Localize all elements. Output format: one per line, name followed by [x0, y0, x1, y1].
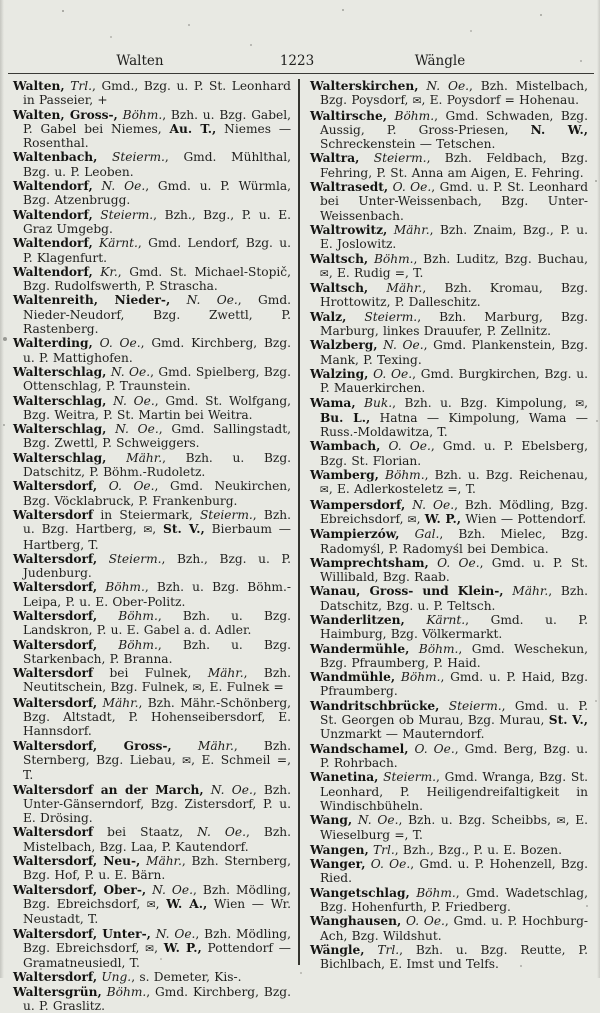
entry-text: , Bzh. Znaim, Bzg., P. u. E. Joslowitz.: [320, 222, 588, 252]
entry-region: Mähr.: [140, 854, 182, 869]
entry-text: , Gmd. u. P. St. Willibald, Bzg. Raab.: [320, 555, 588, 585]
posthorn-icon: ✉: [192, 682, 202, 695]
entry-headword: W. A.,: [166, 896, 208, 911]
gazetteer-entry: [13, 150, 291, 179]
gazetteer-entry: [310, 151, 588, 180]
gazetteer-entry: [310, 281, 588, 310]
entry-headword: W. P.,: [163, 940, 202, 955]
entry-text: ,: [584, 395, 588, 410]
column-right: [300, 79, 588, 971]
entry-region: Böhm.: [117, 107, 163, 122]
entry-text: Hatna — Kimpolung, Wama — Russ.-Moldawitza, T.: [320, 410, 588, 440]
entry-text: , Gmd. u. P. Ebelsberg, Bzg. St. Florian.: [320, 439, 589, 468]
scan-noise: [0, 0, 2, 2]
entry-region: N. Oe.: [418, 79, 470, 93]
entry-region: Kärnt.: [404, 612, 466, 627]
entry-region: Steierm.: [378, 770, 437, 785]
posthorn-icon: ✉: [320, 484, 329, 497]
posthorn-icon: ✉: [145, 942, 155, 955]
entry-headword: Waltsch,: [310, 251, 369, 266]
header-rule: [8, 73, 594, 74]
entry-headword: Waltersdorf,: [13, 637, 98, 652]
entry-headword: Waltersdorf an der March,: [13, 782, 204, 797]
entry-text: , Bzh. u. Bzg. Datschitz, P. Böhm.-Rudoletz.: [23, 450, 292, 480]
entry-region: Böhm.: [395, 670, 441, 685]
gazetteer-entry: [310, 699, 588, 742]
page-number: 1223: [279, 53, 315, 69]
entry-text: , Gmd. u. P. Hochburg-Ach, Bzg. Wildshut.: [320, 914, 588, 943]
entry-region: Mähr.: [207, 666, 244, 681]
gazetteer-entry: [310, 857, 588, 886]
gazetteer-entry: [310, 770, 588, 813]
entry-text: bei Staatz,: [93, 825, 198, 840]
entry-text: , Bzh. Sternberg, Bzg. Hof, P. u. E. Bärn.: [23, 854, 291, 883]
entry-text: , E. Poysdorf = Hohenau.: [421, 93, 579, 108]
entry-region: Böhm.: [409, 641, 459, 656]
entry-region: N. Oe.: [377, 338, 424, 353]
entry-region: Böhm.: [97, 637, 158, 652]
entry-headword: Wandritschbrücke,: [310, 698, 440, 713]
posthorn-icon: ✉: [143, 524, 153, 537]
entry-headword: N. W.,: [530, 122, 588, 137]
entry-region: Steierm.: [346, 309, 418, 324]
entry-text: , Bzh. Luditz, Bzg. Buchau,: [413, 251, 588, 266]
entry-text: , Bzh. Mistelbach, Bzg. Laa, P. Kautendorf.: [23, 825, 291, 854]
entry-headword: Waltersdorf, Unter-,: [13, 926, 151, 941]
entry-text: , Bzh. Mödling, Bzg. Ebreichsdorf,: [23, 882, 291, 911]
entry-headword: Walz,: [310, 309, 347, 324]
entry-text: , Gmd. Schwaden, Bzg. Aussig, P. Gross-Priesen,: [320, 108, 588, 137]
entry-text: , E. Wieselburg =, T.: [320, 813, 588, 843]
entry-region: N. Oe.: [106, 393, 155, 408]
entry-text: , Bzh. Unter-Gänserndorf, Bzg. Zistersdorf, P. u. E. Drösing.: [23, 782, 291, 826]
entry-region: Trl.: [64, 79, 92, 93]
entry-headword: Wandschamel,: [310, 741, 409, 756]
entry-text: , Gmd. Kirchberg, Bzg. u. P. Graslitz.: [23, 984, 291, 1013]
entry-region: Steierm.: [359, 151, 427, 166]
entry-text: in Steiermark,: [93, 507, 200, 522]
entry-region: Steierm.: [439, 698, 502, 713]
gazetteer-entry: [13, 236, 291, 265]
entry-headword: Wampierzów,: [310, 527, 400, 542]
gazetteer-entry: [310, 613, 588, 642]
text-columns: [13, 79, 591, 1013]
entry-region: Steierm.: [97, 150, 165, 165]
posthorn-icon: ✉: [556, 815, 566, 828]
gazetteer-entry: [13, 883, 291, 927]
entry-text: , Gmd. Spielberg, Bzg. Ottenschlag, P. Traunstein.: [23, 364, 291, 394]
entry-region: Steierm.: [97, 551, 162, 566]
entry-region: Mähr.: [106, 450, 163, 465]
entry-region: Böhm.: [409, 885, 456, 900]
entry-region: N. Oe.: [197, 825, 246, 840]
entry-text: , Gmd. Weschekun, Bzg. Pfraumberg, P. Haid.: [320, 641, 588, 670]
gazetteer-entry: [13, 365, 291, 394]
entry-headword: Waltersgrün,: [13, 984, 102, 999]
entry-region: N. Oe.: [106, 364, 151, 379]
entry-text: ,: [155, 896, 167, 911]
entry-headword: Waltersdorf: [13, 507, 94, 522]
entry-text: , Bzh. u. Bzg. Reichenau,: [424, 468, 588, 483]
gazetteer-entry: [310, 527, 588, 556]
running-head-last-word: Wängle: [414, 53, 466, 69]
gazetteer-entry: [13, 479, 291, 508]
entry-headword: Walten, Gross-,: [13, 107, 118, 122]
gazetteer-entry: [310, 914, 588, 943]
entry-text: , Bzh. u. Bzg. Böhm.-Leipa, P. u. E. Ober-Politz.: [23, 580, 291, 609]
entry-text: , Gmd. Berg, Bzg. u. P. Rohrbach.: [320, 741, 588, 770]
entry-headword: Waltersdorf,: [13, 608, 98, 623]
entry-headword: Waltrasedt,: [310, 180, 389, 195]
gazetteer-entry: [13, 696, 291, 739]
entry-region: N. Oe.: [150, 926, 196, 941]
entry-headword: Waltersdorf: [13, 825, 94, 840]
entry-text: , Bzh. u. Bzg. Hartberg,: [23, 507, 292, 537]
entry-headword: Waltra,: [310, 151, 360, 166]
gazetteer-entry: [13, 970, 291, 984]
entry-headword: Waltersdorf, Ober-,: [13, 882, 147, 897]
entry-headword: Waltendorf,: [13, 179, 93, 194]
entry-text: , Gmd. St. Wolfgang, Bzg. Weitra, P. St. Martin bei Weitra.: [23, 393, 291, 422]
gazetteer-entry: [310, 468, 588, 498]
entry-headword: Wama,: [310, 395, 356, 410]
entry-region: N. Oe.: [405, 497, 455, 512]
entry-text: , Bzh. Sternberg, Bzg. Liebau,: [23, 738, 291, 767]
gazetteer-entry: [13, 580, 291, 609]
entry-headword: Wängle,: [310, 942, 365, 957]
entry-headword: Waltenbach,: [13, 150, 98, 165]
entry-region: Böhm.: [368, 251, 414, 266]
gazetteer-entry: [13, 638, 291, 667]
gazetteer-entry: [13, 394, 291, 423]
gazetteer-entry: [13, 854, 291, 883]
entry-headword: Wangen,: [310, 842, 369, 857]
entry-region: Böhm.: [378, 468, 425, 483]
entry-text: bei Fulnek,: [93, 666, 208, 681]
entry-region: Ung.: [97, 970, 132, 985]
entry-text: ,: [416, 511, 425, 526]
entry-text: , Bzh. Neutitschein, Bzg. Fulnek,: [23, 666, 291, 695]
running-head-first-word: Walten: [116, 53, 164, 69]
gazetteer-entry: [13, 666, 291, 696]
entry-text: , Gmd. Sallingstadt, Bzg. Zwettl, P. Schweiggers.: [23, 422, 292, 451]
gazetteer-entry: [13, 336, 291, 365]
entry-headword: Wang,: [310, 813, 353, 828]
gazetteer-entry: [310, 252, 588, 282]
entry-region: Böhm.: [97, 580, 145, 595]
posthorn-icon: ✉: [412, 95, 422, 108]
gazetteer-entry: [13, 265, 291, 294]
entry-region: Trl.: [368, 842, 395, 857]
entry-headword: Waltrowitz,: [310, 222, 388, 237]
entry-headword: Wamprechtsham,: [310, 555, 429, 570]
posthorn-icon: ✉: [182, 754, 192, 767]
gazetteer-entry: [13, 552, 291, 581]
entry-text: , Bzh. Kromau, Bzg. Hrottowitz, P. Dalleschitz.: [320, 281, 588, 310]
gazetteer-entry: [310, 813, 588, 843]
entry-text: , Bzh. Datschitz, Bzg. u. P. Teltsch.: [320, 584, 588, 613]
entry-text: Wien — Pottendorf.: [461, 511, 587, 526]
posthorn-icon: ✉: [407, 513, 417, 526]
entry-headword: Walterschlag,: [13, 393, 107, 408]
entry-headword: Waltersdorf,: [13, 551, 98, 566]
gazetteer-entry: [310, 310, 588, 339]
gazetteer-entry: [13, 451, 291, 480]
gazetteer-entry: [13, 825, 291, 854]
gazetteer-entry: [310, 79, 588, 109]
entry-region: Kr.: [92, 264, 118, 279]
entry-headword: Wampersdorf,: [310, 497, 406, 512]
entry-headword: Walterschlag,: [13, 364, 107, 379]
entry-headword: Wanger,: [310, 857, 366, 872]
entry-text: , Gmd. u. P. St. Leonhard bei Unter-Weissenbach, Bzg. Unter-Weissenbach.: [320, 180, 588, 223]
entry-region: O. Oe.: [380, 439, 431, 454]
entry-text: , Bzh. u. Bzg. Starkenbach, P. Branna.: [23, 637, 291, 666]
entry-headword: Bu. L.,: [320, 410, 371, 425]
entry-text: Wien — Wr. Neustadt, T.: [23, 896, 291, 927]
entry-headword: Waltersdorf,: [13, 479, 98, 494]
entry-text: , Gmd. Kirchberg, Bzg. u. P. Mattighofen.: [23, 336, 291, 365]
entry-text: , Gmd. Burgkirchen, Bzg. u. P. Mauerkirchen.: [320, 366, 588, 396]
gazetteer-entry: [310, 943, 588, 972]
entry-region: O. Oe.: [401, 914, 445, 929]
entry-region: N. Oe.: [170, 293, 238, 308]
entry-text: , Gmd. St. Michael-Stopič, Bzg. Rudolfswerth, P. Strascha.: [23, 264, 291, 294]
entry-text: , Gmd. Neukirchen, Bzg. Vöcklabruck, P. Frankenburg.: [23, 479, 291, 508]
entry-headword: Wandmühle,: [310, 670, 396, 685]
entry-text: ,: [154, 940, 164, 955]
entry-text: , Gmd. u. P. Haid, Bzg. Pfraumberg.: [320, 670, 588, 699]
entry-text: , E. Schmeil =, T.: [23, 752, 291, 783]
entry-text: , Bzh. u. Bzg. Gabel, P. Gabel bei Niemes,: [23, 107, 291, 136]
entry-region: Böhm.: [101, 984, 147, 999]
entry-region: Kärnt.: [92, 236, 138, 251]
entry-headword: Walterschlag,: [13, 450, 107, 465]
posthorn-icon: ✉: [320, 267, 329, 280]
entry-region: Böhm.: [386, 108, 435, 123]
entry-region: N. Oe.: [146, 882, 194, 897]
entry-text: , Bzh. Marburg, Bzg. Marburg, linkes Drauufer, P. Zellnitz.: [320, 309, 588, 339]
entry-region: O. Oe.: [428, 555, 480, 570]
entry-region: O. Oe.: [388, 180, 432, 195]
entry-text: , Bzh. u. Bzg. Reutte, P. Bichlbach, E. Imst und Telfs.: [320, 942, 588, 972]
entry-text: ,: [152, 522, 164, 537]
entry-text: , Gmd. u. P. Haimburg, Bzg. Völkermarkt.: [320, 612, 588, 642]
scan-edge-shadow-left: [0, 0, 4, 978]
entry-text: , Bzh., Bzg., P. u. E. Bozen.: [394, 842, 562, 857]
gazetteer-entry: [13, 739, 291, 783]
gazetteer-entry: [310, 584, 588, 613]
entry-text: Niemes — Rosenthal.: [23, 121, 292, 151]
entry-headword: Waltersdorf,: [13, 580, 98, 595]
entry-region: N. Oe.: [106, 422, 159, 437]
entry-headword: Walzing,: [310, 366, 369, 381]
gazetteer-entry: [310, 396, 588, 440]
entry-text: , E. Fulnek =: [201, 680, 284, 695]
gazetteer-entry: [310, 843, 588, 857]
entry-region: O. Oe.: [92, 336, 141, 351]
entry-text: , Bzh. u. Bzg. Landskron, P. u. E. Gabel a. d. Adler.: [23, 608, 291, 638]
entry-headword: Walterding,: [13, 336, 93, 351]
column-left: [13, 79, 298, 1013]
entry-region: Buk.: [355, 395, 393, 410]
gazetteer-entry: [310, 338, 588, 367]
entry-region: N. Oe.: [203, 782, 253, 797]
entry-text: , Gmd. Plankenstein, Bzg. Mank, P. Texing.: [320, 338, 588, 367]
gazetteer-entry: [310, 642, 588, 671]
running-head: [0, 52, 600, 70]
gazetteer-entry: [310, 367, 588, 396]
entry-headword: Waltenreith, Nieder-,: [13, 293, 171, 308]
entry-headword: Wandermühle,: [310, 641, 410, 656]
entry-region: O. Oe.: [365, 857, 411, 872]
gazetteer-entry: [13, 293, 291, 336]
entry-region: Steierm.: [92, 207, 154, 222]
entry-text: , Gmd. Wranga, Bzg. St. Leonhard, P. Heiligendreifaltigkeit in Windischbüheln.: [320, 770, 588, 813]
entry-text: , Bzh. Mistelbach, Bzg. Poysdorf,: [320, 79, 589, 108]
entry-text: Pottendorf — Gramatneusiedl, T.: [23, 940, 291, 971]
gazetteer-entry: [310, 498, 588, 528]
entry-text: , Gmd. u. P. Würmla, Bzg. Atzenbrugg.: [23, 179, 291, 208]
entry-text: Bierbaum — Hartberg, T.: [23, 522, 291, 552]
entry-region: Mähr.: [503, 584, 549, 599]
entry-text: , s. Demeter, Kis-.: [131, 970, 242, 985]
entry-region: Mähr.: [387, 222, 430, 237]
entry-text: , Gmd. Nieder-Neudorf, Bzg. Zwettl, P. Rastenberg.: [23, 293, 291, 337]
entry-text: , Bzh. Mielec, Bzg. Radomyśl, P. Radomyśl bei Dembica.: [320, 527, 588, 556]
gazetteer-entry: [13, 208, 291, 237]
entry-headword: W. P.,: [424, 511, 462, 526]
gazetteer-entry: [310, 223, 588, 252]
entry-headword: Waltsch,: [310, 281, 369, 296]
entry-headword: Waltersdorf: [13, 666, 94, 681]
entry-headword: Wanau, Gross- und Klein-,: [310, 584, 504, 599]
entry-text: , Gmd. Lendorf, Bzg. u. P. Klagenfurt.: [23, 236, 292, 265]
gazetteer-entry: [310, 742, 588, 771]
gazetteer-entry: [13, 609, 291, 638]
gazetteer-entry: [310, 670, 588, 699]
gazetteer-entry: [13, 79, 291, 108]
entry-text: , Bzh. u. Bzg. Kimpolung,: [392, 395, 576, 410]
entry-text: , E. Rudig =, T.: [328, 265, 424, 280]
entry-text: , Bzh., Bzg., P. u. E. Graz Umgebg.: [23, 207, 291, 236]
entry-text: Unzmarkt — Mauterndorf.: [320, 727, 485, 742]
entry-text: , E. Adlerkosteletz =, T.: [328, 482, 476, 497]
entry-text: , Gmd. u. P. Hohenzell, Bzg. Ried.: [320, 857, 588, 886]
gazetteer-entry: [310, 886, 588, 915]
entry-text: , Bzh. u. Bzg. Scheibbs,: [398, 813, 557, 828]
entry-region: Trl.: [364, 942, 400, 957]
entry-text: Schreckenstein — Tetschen.: [320, 137, 496, 152]
entry-headword: Waltersdorf,: [13, 695, 98, 710]
entry-headword: Au. T.,: [169, 121, 217, 136]
entry-text: , Gmd. u. P. St. Georgen ob Murau, Bzg. Murau,: [320, 698, 588, 728]
posthorn-icon: ✉: [146, 898, 156, 911]
entry-region: O. Oe.: [368, 366, 413, 381]
entry-headword: Waltersdorf, Neu-,: [13, 854, 141, 869]
entry-text: , Bzh. Mähr.-Schönberg, Bzg. Altstadt, P. Hohenseibersdorf, E. Hannsdorf.: [23, 695, 291, 739]
entry-headword: St. V.,: [548, 713, 588, 728]
entry-text: , Gmd., Bzg. u. P. St. Leonhard in Passeier, +: [23, 79, 291, 108]
gazetteer-entry: [13, 108, 291, 151]
entry-headword: Waltendorf,: [13, 236, 93, 251]
entry-text: , Bzh. Feldbach, Bzg. Fehring, P. St. Anna am Aigen, E. Fehring.: [320, 151, 588, 180]
entry-headword: Walten,: [13, 79, 65, 93]
entry-headword: Waltersdorf,: [13, 970, 98, 985]
entry-headword: St. V.,: [163, 522, 205, 537]
gazetteer-entry: [310, 180, 588, 223]
entry-text: , Gmd. Wadetschlag, Bzg. Hohenfurth, P. Friedberg.: [320, 885, 588, 914]
gazetteer-entry: [13, 508, 291, 552]
entry-region: Mähr.: [368, 281, 423, 296]
gazetteer-entry: [310, 109, 588, 152]
entry-headword: Wambach,: [310, 439, 381, 454]
gazetteer-entry: [13, 927, 291, 971]
gazetteer-entry: [310, 439, 588, 468]
entry-headword: Waltirsche,: [310, 108, 387, 123]
entry-text: , Bzh. Mödling, Bzg. Ebreichsdorf,: [320, 497, 588, 526]
entry-region: N. Oe.: [352, 813, 399, 828]
entry-region: N. Oe.: [92, 179, 146, 194]
gazetteer-entry: [310, 556, 588, 585]
entry-headword: Waltendorf,: [13, 264, 93, 279]
gazetteer-entry: [13, 422, 291, 451]
entry-headword: Wamberg,: [310, 468, 379, 483]
entry-region: Gal.: [399, 527, 440, 542]
entry-text: , Bzh. Mödling, Bzg. Ebreichsdorf,: [23, 926, 291, 955]
entry-region: Mähr.: [171, 738, 234, 753]
entry-region: Mähr.: [97, 695, 139, 710]
entry-region: Böhm.: [97, 608, 158, 623]
entry-region: O. Oe.: [97, 479, 155, 494]
gazetteer-entry: [13, 783, 291, 826]
entry-headword: Waltendorf,: [13, 207, 93, 222]
entry-headword: Walzberg,: [310, 338, 378, 353]
entry-headword: Walterschlag,: [13, 422, 107, 437]
entry-headword: Waltersdorf, Gross-,: [13, 738, 172, 753]
entry-headword: Wangetschlag,: [310, 885, 410, 900]
gazetteer-entry: [13, 985, 291, 1013]
entry-text: , Bzh., Bzg. u. P. Judenburg.: [23, 551, 292, 581]
entry-headword: Walterskirchen,: [310, 79, 419, 93]
entry-region: Steierm.: [199, 507, 253, 522]
entry-headword: Wanderlitzen,: [310, 612, 405, 627]
entry-text: , Gmd. Mühlthal, Bzg. u. P. Leoben.: [23, 150, 291, 179]
entry-region: O. Oe.: [408, 741, 455, 756]
posthorn-icon: ✉: [575, 397, 585, 410]
gazetteer-entry: [13, 179, 291, 208]
entry-headword: Wanghausen,: [310, 914, 402, 929]
entry-headword: Wanetina,: [310, 770, 379, 785]
